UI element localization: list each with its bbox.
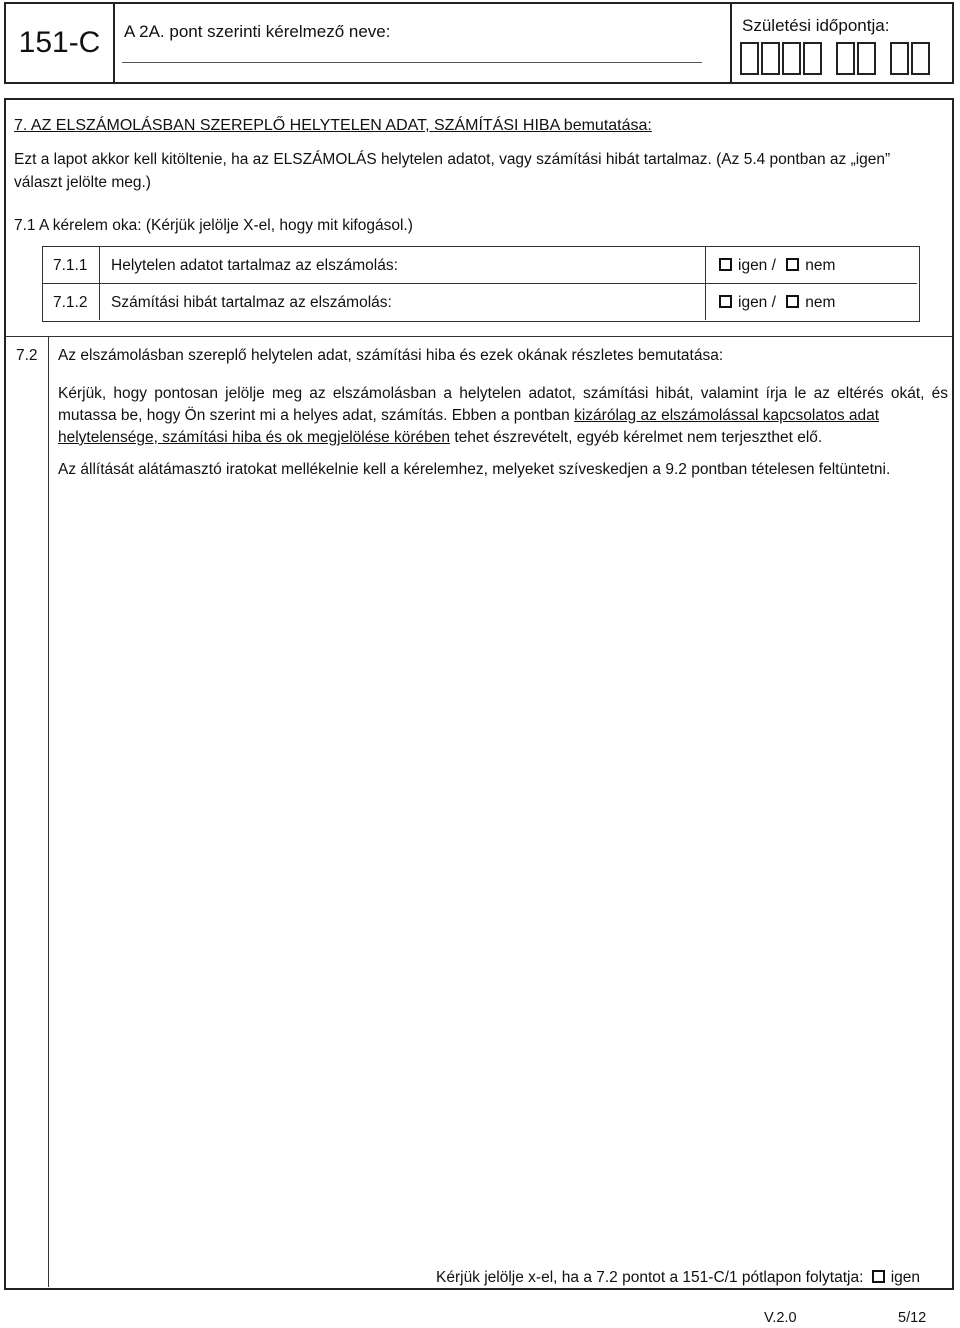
yes-checkbox[interactable]: [719, 258, 732, 271]
date-of-birth-cell: [730, 4, 954, 82]
page-number: 5/12: [898, 1310, 927, 1326]
no-checkbox[interactable]: [786, 258, 799, 271]
no-label: nem: [805, 257, 836, 274]
table-row: [43, 247, 917, 284]
dob-digit-box[interactable]: [890, 42, 909, 75]
table-divider: [99, 247, 100, 320]
dob-digit-box[interactable]: [857, 42, 876, 75]
yes-label: igen /: [738, 257, 776, 274]
applicant-name-field[interactable]: [122, 62, 702, 63]
row-number: 7.1.1: [53, 257, 88, 274]
continuation-label: Kérjük jelölje x-el, ha a 7.2 pontot a 151-C/1 pótlapon folytatja:: [436, 1269, 864, 1286]
question-7-1-label: 7.1 A kérelem oka: (Kérjük jelölje X-el, hogy mit kifogásol.): [14, 217, 413, 234]
instruction-emphasis: helytelensége, számítási hiba és ok megjelölése körében: [58, 429, 451, 446]
section-7-intro-cont: választ jelölte meg.): [14, 174, 151, 191]
question-7-2-instructions: [58, 383, 948, 449]
instruction-line: [58, 405, 948, 427]
instruction-emphasis: kizárólag az elszámolással kapcsolatos adat: [574, 407, 880, 424]
table-divider: [705, 247, 706, 320]
column-divider: [48, 337, 49, 1287]
table-row: [43, 284, 917, 320]
dob-digit-box[interactable]: [761, 42, 780, 75]
instruction-line: Kérjük, hogy pontosan jelölje meg az elszámolásban a helytelen adatot, számítási hibát, valamint írja le az eltérés okát, és: [58, 385, 948, 402]
question-7-1-table: [42, 246, 920, 322]
no-label: nem: [805, 294, 836, 311]
no-checkbox[interactable]: [786, 295, 799, 308]
section-7-title: 7. AZ ELSZÁMOLÁSBAN SZEREPLŐ HELYTELEN ADAT, SZÁMÍTÁSI HIBA bemutatása:: [14, 117, 652, 134]
instruction-line: [58, 427, 948, 449]
dob-digit-box[interactable]: [911, 42, 930, 75]
question-7-2-number: 7.2: [16, 347, 38, 364]
dob-digit-box[interactable]: [803, 42, 822, 75]
dob-digit-box[interactable]: [836, 42, 855, 75]
version-label: V.2.0: [764, 1310, 797, 1326]
continuation-question: [436, 1269, 920, 1287]
section-7-frame: [4, 98, 954, 1290]
yes-no-choice: [719, 294, 835, 312]
dob-digit-box[interactable]: [782, 42, 801, 75]
attachment-note: Az állítását alátámasztó iratokat mellékelnie kell a kérelemhez, melyeket szíveskedjen a 9.2 pontban tételesen feltüntetni.: [58, 461, 891, 478]
date-of-birth-label: Születési időpontja:: [742, 16, 890, 35]
form-header: [4, 2, 954, 84]
instruction-text: tehet észrevételt, egyéb kérelmet nem terjeszthet elő.: [450, 429, 823, 446]
section-7-intro: Ezt a lapot akkor kell kitöltenie, ha az ELSZÁMOLÁS helytelen adatot, vagy számítási hibát tartalmaz. (Az 5.4 pontban az „igen”: [14, 151, 891, 168]
continuation-option: igen: [890, 1269, 921, 1286]
yes-checkbox[interactable]: [719, 295, 732, 308]
question-7-2-title: Az elszámolásban szereplő helytelen adat, számítási hiba és ezek okának részletes bemutatása:: [58, 347, 724, 364]
row-text: Számítási hibát tartalmaz az elszámolás:: [111, 294, 392, 311]
row-number: 7.1.2: [53, 294, 88, 311]
applicant-name-label: A 2A. pont szerinti kérelmező neve:: [124, 22, 391, 41]
row-text: Helytelen adatot tartalmaz az elszámolás:: [111, 257, 398, 274]
yes-no-choice: [719, 257, 835, 275]
yes-label: igen /: [738, 294, 776, 311]
form-code: 151-C: [6, 4, 115, 82]
instruction-text: mutassa be, hogy Ön szerint mi a helyes adat, számítás. Ebben a pontban: [58, 407, 575, 424]
continuation-checkbox[interactable]: [872, 1270, 885, 1283]
dob-digit-box[interactable]: [740, 42, 759, 75]
question-7-2-block: [6, 336, 952, 1291]
